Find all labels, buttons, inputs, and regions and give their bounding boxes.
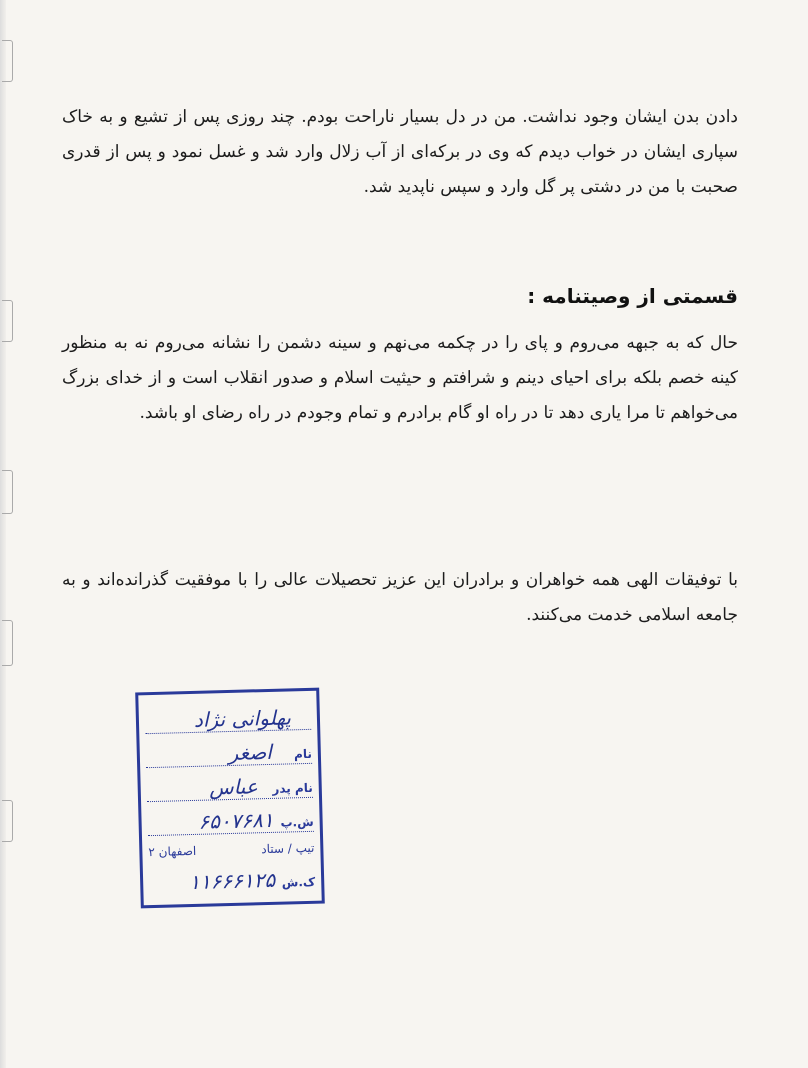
paragraph-2 bbox=[62, 326, 738, 431]
stamp-unit-left: اصفهان ۲ bbox=[148, 843, 197, 860]
stamp-name-label: نام bbox=[293, 746, 313, 762]
identity-stamp bbox=[135, 688, 325, 909]
stamp-father-row bbox=[146, 767, 313, 802]
stamp-father-value: عباس bbox=[208, 774, 259, 800]
stamp-unit-row bbox=[148, 841, 314, 859]
binder-mark bbox=[2, 300, 13, 342]
stamp-father-label: نام پدر bbox=[272, 780, 313, 796]
stamp-id-row bbox=[147, 801, 314, 836]
paragraph-3 bbox=[62, 563, 738, 633]
binder-mark bbox=[2, 800, 13, 842]
section-heading: قسمتی از وصیتنامه : bbox=[527, 284, 738, 308]
stamp-surname-value: پهلوانی نژاد bbox=[193, 705, 292, 732]
stamp-code-row bbox=[149, 861, 316, 895]
stamp-name-row bbox=[145, 733, 312, 768]
binder-mark bbox=[2, 40, 13, 82]
stamp-id-value: ۶۵۰۷۶۸۱ bbox=[198, 807, 274, 834]
paragraph-2-text: حال که به جبهه می‌روم و پای را در چکمه می‌نهم و سینه دشمن را نشانه می‌روم نه به منظور کینه خصم بلکه برای احیای دینم و شرافتم و حیثیت اسلام و صدور انقلاب است و از خدای بزرگ می‌خواهم تا مرا یاری دهد تا در راه او گام برادرم و تمام وجودم در راه رضای او باشد. bbox=[62, 333, 738, 423]
stamp-surname-row bbox=[144, 699, 311, 734]
stamp-id-label: ش.پ bbox=[280, 814, 314, 830]
paragraph-1-text: دادن بدن ایشان وجود نداشت. من در دل بسیار ناراحت بودم. چند روزی پس از تشیع و به خاک سپاری ایشان در خواب دیدم که وی در برکه‌ای از آب زلال وارد شد و غسل نمود و پس از قدری صحبت با من در دشتی پر گل وارد و سپس ناپدید شد. bbox=[62, 107, 738, 197]
paragraph-3-text: با توفیقات الهی همه خواهران و برادران این عزیز تحصیلات عالی را با موفقیت گذرانده‌اند و به جامعه اسلامی خدمت می‌کنند. bbox=[62, 570, 738, 625]
page-edge bbox=[0, 0, 6, 1068]
stamp-code-label: ک.ش bbox=[281, 874, 316, 890]
stamp-unit-right: تیپ / ستاد bbox=[261, 840, 315, 857]
stamp-name-value: اصغر bbox=[228, 739, 273, 766]
binder-mark bbox=[2, 620, 13, 666]
stamp-code-value: ۱۱۶۶۶۱۲۵ bbox=[188, 867, 276, 895]
paragraph-1 bbox=[62, 100, 738, 205]
binder-mark bbox=[2, 470, 13, 514]
